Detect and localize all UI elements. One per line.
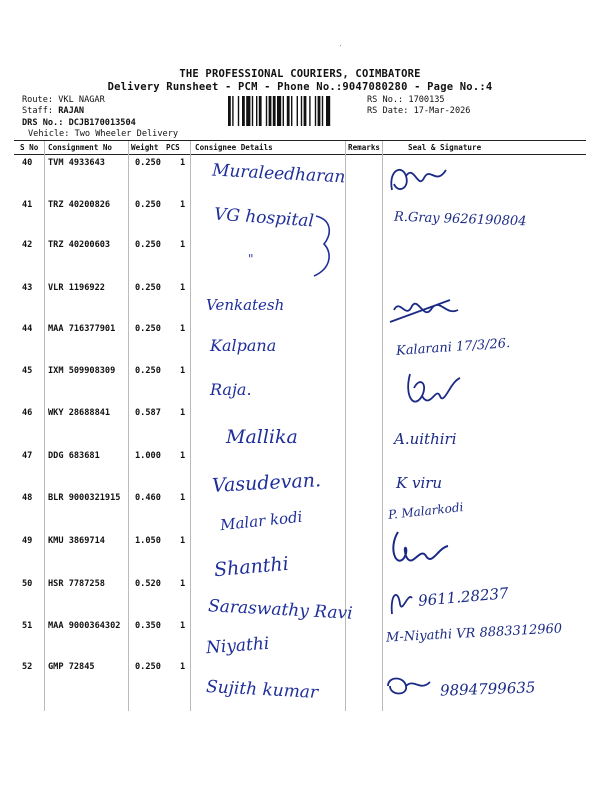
signature-scribble xyxy=(386,584,416,618)
row-pcs: 1 xyxy=(180,366,186,376)
barcode-bar xyxy=(256,96,257,126)
runsheet-subtitle: Delivery Runsheet - PCM - Phone No.:9047080280 - Page No.:4 xyxy=(107,81,493,93)
signature-text: A.uithiri xyxy=(394,430,457,448)
brace-mark xyxy=(310,214,340,278)
row-sno: 52 xyxy=(22,662,33,672)
row-weight: 0.460 xyxy=(135,493,161,503)
signature-scribble xyxy=(400,366,470,416)
row-sno: 49 xyxy=(22,536,33,546)
signature-text: R.Gray 9626190804 xyxy=(393,209,527,230)
row-sno: 44 xyxy=(22,324,33,334)
row-consignment-number: TVM 4933643 xyxy=(48,158,105,168)
row-weight: 1.050 xyxy=(135,536,161,546)
consignee-handwritten: Muraleedharan xyxy=(211,160,346,188)
table-row xyxy=(14,534,586,576)
signature-text: K viru xyxy=(396,474,443,492)
barcode-bar xyxy=(304,96,307,126)
signature-scribble xyxy=(386,528,466,572)
consignee-handwritten: Sujith kumar xyxy=(205,677,319,703)
col-weight: Weight xyxy=(131,143,159,152)
barcode-bar xyxy=(246,96,250,126)
row-consignment-number: TRZ 40200826 xyxy=(48,200,111,210)
row-weight: 0.587 xyxy=(135,408,161,418)
row-consignment-number: BLR 9000321915 xyxy=(48,493,121,503)
barcode-bar xyxy=(326,96,330,126)
row-consignment-number: IXM 509908309 xyxy=(48,366,116,376)
col-remarks: Remarks xyxy=(348,143,381,152)
barcode-bar xyxy=(283,96,284,126)
row-pcs: 1 xyxy=(180,200,186,210)
company-title: THE PROFESSIONAL COURIERS, COIMBATORE xyxy=(179,68,421,80)
consignee-handwritten: Shanthi xyxy=(213,552,290,582)
col-seal-signature: Seal & Signature xyxy=(408,143,482,152)
consignee-handwritten: Kalpana xyxy=(210,336,277,355)
row-consignment-number: VLR 1196922 xyxy=(48,283,105,293)
col-pcs: PCS xyxy=(166,143,180,152)
col-consignment: Consignment No xyxy=(48,143,113,152)
row-pcs: 1 xyxy=(180,158,186,168)
row-pcs: 1 xyxy=(180,324,186,334)
barcode-bar xyxy=(252,96,253,126)
barcode-bar xyxy=(232,96,233,126)
row-sno: 47 xyxy=(22,451,33,461)
barcode-bar xyxy=(297,96,298,126)
row-weight: 0.250 xyxy=(135,283,161,293)
row-pcs: 1 xyxy=(180,621,186,631)
table-row xyxy=(14,406,586,448)
row-pcs: 1 xyxy=(180,240,186,250)
row-sno: 42 xyxy=(22,240,33,250)
table-row xyxy=(14,364,586,406)
row-consignment-number: KMU 3869714 xyxy=(48,536,105,546)
barcode-bar xyxy=(228,96,231,126)
signature-scribble xyxy=(388,294,468,328)
barcode-bar xyxy=(287,96,290,126)
row-weight: 0.250 xyxy=(135,662,161,672)
row-sno: 51 xyxy=(22,621,33,631)
barcode-bar xyxy=(315,96,316,126)
signature-scribble xyxy=(384,674,434,698)
row-weight: 0.250 xyxy=(135,324,161,334)
rs-date: RS Date: 17-Mar-2026 xyxy=(367,106,471,116)
row-consignment-number: HSR 7787258 xyxy=(48,579,105,589)
consignee-handwritten: Vasudevan. xyxy=(211,469,322,497)
row-pcs: 1 xyxy=(180,493,186,503)
consignee-handwritten: Niyathi xyxy=(205,633,270,659)
consignee-handwritten: " xyxy=(248,252,254,266)
signature-text: 9894799635 xyxy=(439,678,536,700)
signature-text: P. Malarkodi xyxy=(387,500,464,522)
scan-mark: ′ xyxy=(338,44,343,53)
vehicle-label: Vehicle: Two Wheeler Delivery xyxy=(28,129,179,139)
signature-text: Kalarani 17/3/26. xyxy=(395,336,511,359)
row-pcs: 1 xyxy=(180,579,186,589)
row-pcs: 1 xyxy=(180,408,186,418)
consignee-handwritten: Malar kodi xyxy=(219,507,304,535)
consignee-handwritten: Venkatesh xyxy=(206,296,285,314)
row-weight: 0.520 xyxy=(135,579,161,589)
row-pcs: 1 xyxy=(180,451,186,461)
barcode-bar xyxy=(301,96,302,126)
row-weight: 0.250 xyxy=(135,158,161,168)
barcode xyxy=(228,96,364,126)
signature-text: 9611.28237 xyxy=(417,584,510,610)
signature-scribble xyxy=(384,160,464,200)
barcode-bar xyxy=(291,96,292,126)
barcode-bar xyxy=(322,96,323,126)
table-top-rule xyxy=(14,140,586,141)
consignee-handwritten: Saraswathy Ravi xyxy=(207,596,354,624)
row-consignment-number: GMP 72845 xyxy=(48,662,95,672)
row-weight: 0.250 xyxy=(135,366,161,376)
row-sno: 50 xyxy=(22,579,33,589)
barcode-bar xyxy=(277,96,281,126)
row-consignment-number: TRZ 40200603 xyxy=(48,240,111,250)
row-sno: 41 xyxy=(22,200,33,210)
staff-label: Staff: xyxy=(22,106,54,116)
row-consignment-number: MAA 716377901 xyxy=(48,324,116,334)
col-sno: S No xyxy=(20,143,39,152)
staff-line xyxy=(22,106,84,116)
barcode-bar xyxy=(238,96,239,126)
row-consignment-number: DDG 683681 xyxy=(48,451,100,461)
row-pcs: 1 xyxy=(180,283,186,293)
row-pcs: 1 xyxy=(180,662,186,672)
row-consignment-number: WKY 28688841 xyxy=(48,408,111,418)
consignee-handwritten: Mallika xyxy=(226,426,298,448)
row-weight: 0.250 xyxy=(135,200,161,210)
route-label: Route: VKL NAGAR xyxy=(22,95,105,105)
row-sno: 48 xyxy=(22,493,33,503)
barcode-bar xyxy=(266,96,267,126)
consignee-handwritten: VG hospital xyxy=(213,204,315,232)
table-row xyxy=(14,238,586,280)
rs-number: RS No.: 1700135 xyxy=(367,95,445,105)
barcode-bar xyxy=(318,96,321,126)
drs-number: DRS No.: DCJB170013504 xyxy=(22,118,136,128)
barcode-bar xyxy=(309,96,310,126)
row-sno: 46 xyxy=(22,408,33,418)
row-sno: 40 xyxy=(22,158,33,168)
row-sno: 43 xyxy=(22,283,33,293)
barcode-bar xyxy=(242,96,245,126)
signature-text: M-Niyathi VR 8883312960 xyxy=(385,621,563,646)
consignee-handwritten: Raja. xyxy=(210,380,252,399)
staff-name: RAJAN xyxy=(58,106,85,116)
col-consignee: Consignee Details xyxy=(195,143,273,152)
row-consignment-number: MAA 9000364302 xyxy=(48,621,121,631)
table-row xyxy=(14,281,586,323)
barcode-bar xyxy=(273,96,276,126)
row-weight: 0.250 xyxy=(135,240,161,250)
barcode-bar xyxy=(269,96,272,126)
row-sno: 45 xyxy=(22,366,33,376)
table-header-rule xyxy=(14,154,586,155)
row-weight: 1.000 xyxy=(135,451,161,461)
row-weight: 0.350 xyxy=(135,621,161,631)
row-pcs: 1 xyxy=(180,536,186,546)
barcode-bar xyxy=(259,96,262,126)
